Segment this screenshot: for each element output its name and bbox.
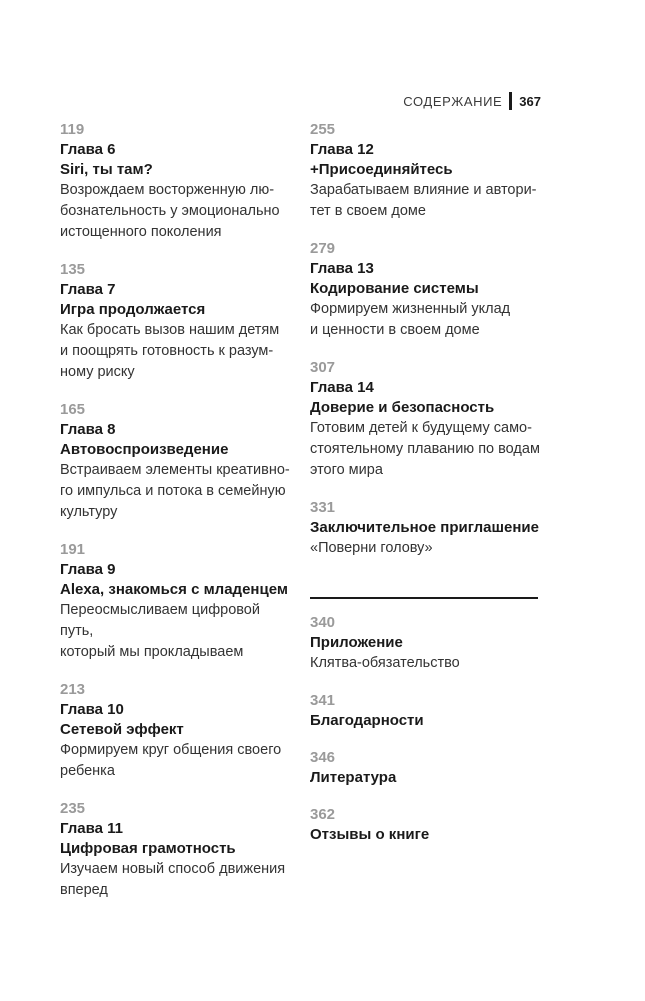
toc-page-number: 213 [60,681,86,698]
toc-chapter-title: Кодирование системы [310,280,479,297]
toc-entry[interactable] [310,805,550,845]
toc-page-number: 362 [310,806,336,823]
toc-entry[interactable] [60,400,295,523]
description-line: который мы прокладываем [60,644,244,660]
toc-chapter-description [310,418,550,481]
toc-entry[interactable] [310,613,550,674]
toc-right-column [310,120,550,862]
toc-page-number: 341 [310,692,336,709]
toc-chapter-label: Глава 10 [60,701,124,718]
toc-entry[interactable] [310,358,550,481]
toc-chapter-label: Глава 8 [60,421,116,438]
description-line: Возрождаем восторженную лю- [60,182,275,198]
toc-entry[interactable] [60,540,295,663]
toc-page-number: 119 [60,121,85,138]
toc-chapter-description [60,460,295,523]
toc-entry[interactable] [310,498,550,559]
toc-chapter-label: Глава 12 [310,141,374,158]
description-line: Готовим детей к будущему само- [310,420,532,436]
description-line: культуру [60,504,118,520]
description-line: и поощрять готовность к разум- [60,343,274,359]
toc-chapter-title: Игра продолжается [60,301,206,318]
description-line: Как бросать вызов нашим детям [60,322,280,338]
toc-chapter-label: Глава 14 [310,379,374,396]
toc-chapter-description [60,180,295,243]
description-line: тет в своем доме [310,203,426,219]
toc-chapter-title: Заключительное приглашение [310,519,539,536]
toc-entry[interactable] [310,691,550,731]
toc-chapter-label: Глава 7 [60,281,116,298]
description-line: вперед [60,882,108,898]
section-divider [310,597,538,599]
toc-chapter-label: Глава 13 [310,260,374,277]
toc-chapter-description [60,740,295,782]
toc-chapter-title: Цифровая грамотность [60,840,236,857]
toc-chapter-description [310,180,550,222]
description-line: истощенного поколения [60,224,222,240]
toc-chapter-title: +Присоединяйтесь [310,161,453,178]
toc-chapter-label: Глава 6 [60,141,116,158]
toc-back-matter [310,613,550,845]
toc-page-number: 279 [310,240,336,257]
section-title: СОДЕРЖАНИЕ [403,93,503,109]
toc-page-number: 135 [60,261,86,278]
description-line: Изучаем новый способ движения [60,861,286,877]
toc-chapter-title: Приложение [310,634,403,651]
toc-left-column [60,120,295,918]
description-line: ребенка [60,763,115,779]
description-line: и ценности в своем доме [310,322,480,338]
description-line: Встраиваем элементы креативно- [60,462,290,478]
description-line: «Поверни голову» [310,540,433,556]
toc-chapter-title: Автовоспроизведение [60,441,229,458]
description-line: го импульса и потока в семейную [60,483,286,499]
description-line: Формируем круг общения своего [60,742,282,758]
description-line: Клятва-обязательство [310,655,460,671]
toc-chapter-title: Alexa, знакомься с младенцем [60,581,288,598]
toc-page-number: 191 [60,541,86,558]
description-line: бознательность у эмоционально [60,203,280,219]
description-line: Формируем жизненный уклад [310,301,511,317]
toc-chapter-title: Доверие и безопасность [310,399,495,416]
toc-chapter-label: Глава 9 [60,561,116,578]
toc-chapter-description [310,653,550,674]
header-divider [509,92,512,110]
description-line: этого мира [310,462,383,478]
description-line: Переосмысливаем цифровой путь, [60,602,260,639]
toc-entry[interactable] [60,120,295,243]
toc-entry[interactable] [310,748,550,788]
toc-entry[interactable] [60,260,295,383]
running-header [403,92,541,110]
toc-entry[interactable] [60,680,295,782]
toc-chapters-right [310,120,550,559]
toc-chapter-description [310,299,550,341]
toc-page-number: 255 [310,121,336,138]
toc-chapter-title: Отзывы о книге [310,826,430,843]
toc-page-number: 307 [310,359,336,376]
toc-chapter-description [60,320,295,383]
toc-entry[interactable] [60,799,295,901]
toc-chapter-title: Сетевой эффект [60,721,184,738]
toc-page-number: 340 [310,614,336,631]
page-number: 367 [519,93,541,109]
toc-chapter-title: Благодарности [310,712,424,729]
toc-page-number: 346 [310,749,336,766]
toc-chapter-description [310,538,550,559]
toc-entry[interactable] [310,120,550,222]
toc-entry[interactable] [310,239,550,341]
toc-page-number: 165 [60,401,86,418]
toc-page-number: 331 [310,499,336,516]
description-line: ному риску [60,364,135,380]
toc-chapter-description [60,859,295,901]
toc-chapter-description [60,600,295,663]
toc-page-number: 235 [60,800,86,817]
description-line: Зарабатываем влияние и автори- [310,182,537,198]
toc-chapter-title: Литература [310,769,397,786]
toc-chapter-title: Siri, ты там? [60,161,153,178]
description-line: стоятельному плаванию по водам [310,441,540,457]
toc-chapter-label: Глава 11 [60,820,124,837]
